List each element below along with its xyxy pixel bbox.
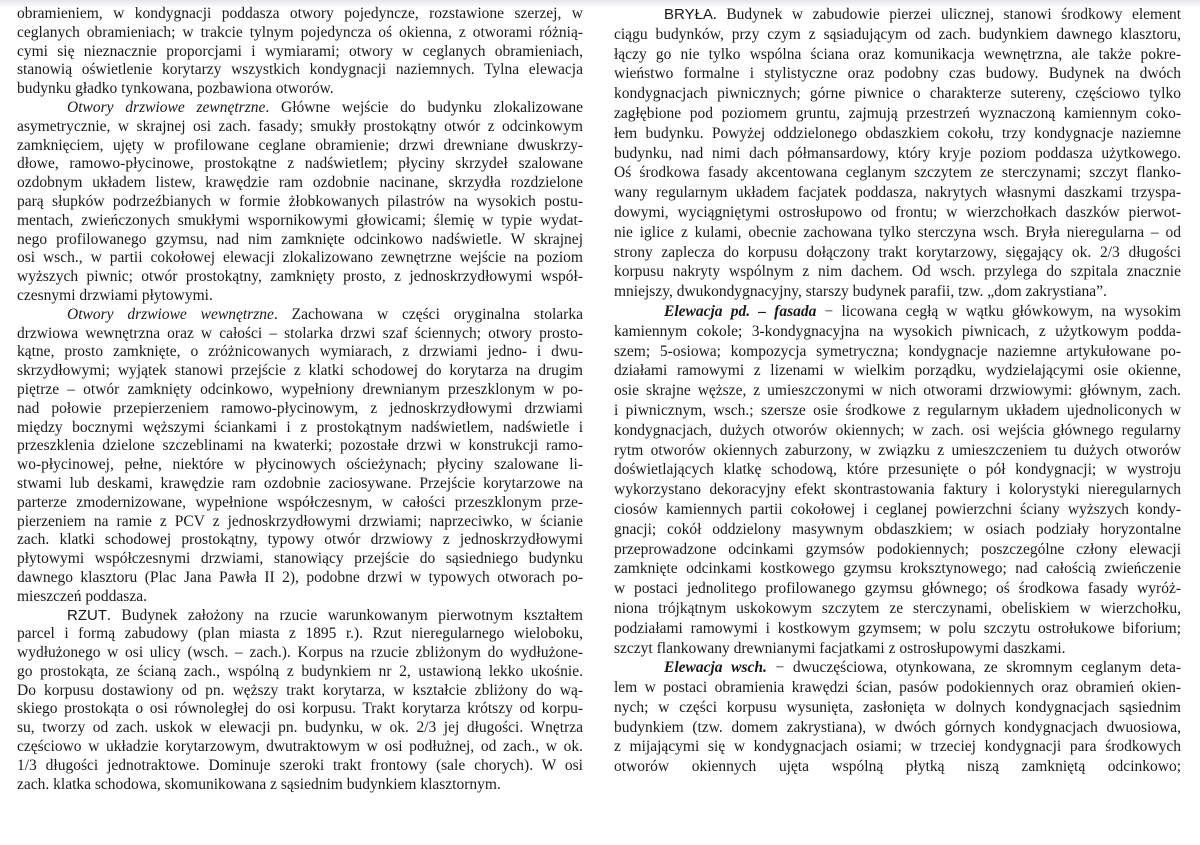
text-line: łem budynku. Powyżej oddzielonego obdaszkiem cokołu, trzy kondygnacje naziemne bbox=[614, 124, 1181, 142]
text-line: ciosów kamiennych partii cokołowej i ceglanej powierzchni ściany wyższych kondy- bbox=[614, 500, 1181, 518]
text-line: szczyt flankowany drewnianymi facjatkami z ostrosłupowymi daszkami. bbox=[614, 639, 1066, 657]
section-lead-heading: Otwory drzwiowe wewnętrzne bbox=[67, 305, 274, 323]
line-text: − dwuczęściowa, otynkowana, ze skromnym ceglanym deta- bbox=[766, 659, 1182, 677]
section-lead-heading: BRYŁA bbox=[664, 6, 713, 23]
text-line: czesnymi drzwiami płytowymi. bbox=[17, 286, 213, 304]
text-line: pierzeniem na ramie z PCV z jednoskrzydłowymi drzwiami; naprzeciwko, w ścianie bbox=[17, 512, 583, 530]
text-line: otworów okiennych ujęta wspólną płytką niszą zamkniętą odcinkowo; bbox=[614, 758, 1181, 776]
text-line: kątne, prosto zamknięte, o zróżnicowanych wymiarach, z drzwiami jedno- i dwu- bbox=[17, 343, 583, 361]
text-line: wyższych piwnic; otwór prostokątny, zamknięty prosto, z jednoskrzydłowymi współ- bbox=[17, 268, 583, 286]
text-line: 1/3 długości jednotraktowe. Dominuje szeroki trakt frontowy (sale chorych). W osi bbox=[17, 756, 583, 774]
paragraph bbox=[17, 99, 583, 306]
text-line: budynkiem (tzw. domem zakrystiana), w dwóch górnych kondygnacjach dwuosiowa, bbox=[614, 718, 1181, 736]
text-line: stanowią oświetlenie korytarzy wszystkich kondygnacji naziemnych. Tylna elewacja bbox=[17, 61, 583, 79]
paragraph bbox=[614, 5, 1181, 302]
text-line bbox=[17, 5, 583, 24]
text-line: wo-płycinowej, pełne, niektóre w płycinowych ościeżynach; płyciny szalowane li- bbox=[17, 456, 583, 474]
text-line: w postaci jednolitego profilowanego gzymsu głównego; oś środkowa fasady wyróż- bbox=[614, 580, 1181, 598]
text-line: lem w postaci obramienia krawędzi ścian, pasów podokiennych oraz obramień okien- bbox=[614, 679, 1181, 697]
text-line bbox=[614, 658, 1181, 678]
text-line: budynku, nad nimi dach półmansardowy, który kryje poziom poddasza użytkowego. bbox=[614, 144, 1181, 162]
text-line: mentach, zwieńczonych smukłymi wspornikowymi głowicami; ślemię w typie wydat- bbox=[17, 211, 583, 229]
paragraph bbox=[614, 658, 1181, 777]
text-line: rytm otworów okiennych zaburzony, w związku z umieszczeniem tu dużych otworów bbox=[614, 441, 1181, 459]
text-line: podziałami ramowymi i kostkowym gzymsem; w polu szczytu ostrołukowe biforium; bbox=[614, 619, 1181, 637]
text-line: Do korpusu dostawiony od pn. węższy trakt korytarza, w kształcie zbliżony do wą- bbox=[17, 681, 583, 699]
text-line: ciągu budynków, przy czym z sąsiadującym od zach. budynkiem dawnego klasztoru, bbox=[614, 25, 1181, 43]
text-line: mieszczeń poddasza. bbox=[17, 587, 147, 605]
text-line: kondygnacjach piwnicznych; górne piwnice o charakterze sutereny, częściowo tylko bbox=[614, 85, 1181, 103]
text-line: zach. klatki schodowej prostokątny, typowy otwór drzwiowy z jednoskrzydłowymi bbox=[17, 531, 583, 549]
text-line: działami ramowymi z lizenami w wielkim porządku, wydzielającymi osie okienne, bbox=[614, 362, 1181, 380]
text-line: osie skrajne węższe, z umieszczonymi w nich otworami drzwiowymi: głównym, zach. bbox=[614, 382, 1181, 400]
text-line: mniejszy, dwukondygnacyjny, starszy budynek parafii, tzw. „dom zakrystiana”. bbox=[614, 283, 1107, 301]
text-line: dłowe, ramowo-płycinowe, prostokątne z nadświetlem; płyciny skrzydeł szalowane bbox=[17, 155, 583, 173]
text-line: stwami lub deskami, krawędzie ram ozdobnie zaciosywane. Przejście korytarzowe na bbox=[17, 474, 583, 492]
text-line: z mijającymi się w kondygnacjach osiami; w trzeciej kondygnacji para środkowych bbox=[614, 738, 1181, 756]
text-line: między bocznymi węższymi ściankami i z prostokątnym nadświetlem, nadświetle i bbox=[17, 418, 583, 436]
text-line: kamiennym cokole; 3-kondygnacyjna na wysokich piwnicach, z użytkowym podda- bbox=[614, 322, 1181, 340]
paragraph bbox=[17, 306, 583, 607]
line-text: . Główne wejście do budynku zlokalizowane bbox=[265, 98, 584, 116]
text-line: niona trójkątnym uskokowym szczytem ze sterczynami, obeliskiem w wierzchołku, bbox=[614, 599, 1181, 617]
text-line bbox=[17, 306, 583, 325]
line-text: . Zachowana w części oryginalna stolarka bbox=[273, 305, 583, 323]
text-line: kondygnacjach, dużych otworów okiennych; w zach. osi wejścia głównego regularny bbox=[614, 421, 1181, 439]
text-line: nego profilowanego gzymsu, nad nim zamknięte odcinkowo nadświetle. W skrajnej bbox=[17, 230, 583, 248]
paragraph bbox=[17, 5, 583, 99]
text-line: nad połowie przepierzeniem ramowo-płycinowym, z jednoskrzydłowymi drzwiami bbox=[17, 399, 583, 417]
text-line: wydłużonego w osi ulicy (wsch. – zach.). Korpus na rzucie zbliżonym do wydłużone- bbox=[17, 644, 583, 662]
text-line: dawnego klasztoru (Plac Jana Pawła II 2), podobne drzwi w typowych otworach po- bbox=[17, 568, 583, 586]
text-line: go prostokąta, ze ścianą zach., wspólną z budynkiem nr 2, ustawioną lekko ukośnie. bbox=[17, 662, 583, 680]
paragraph bbox=[17, 607, 583, 795]
text-line: su, tworzy od zach. uskok w elewacji pn. budynku, w ok. 2/3 jej długości. Wnętrza bbox=[17, 719, 583, 737]
text-line: strony zaplecza do korpusu dołączony trakt korytarzowy, sięgający ok. 2/3 długości bbox=[614, 243, 1181, 261]
text-line bbox=[614, 302, 1181, 322]
text-line: dowymi, wyciągniętymi ostrosłupowo od frontu; w wierzchołkach daszków pierwot- bbox=[614, 203, 1181, 221]
section-lead-heading: Elewacja wsch. bbox=[664, 659, 767, 677]
text-line: wany regularnym układem facjatek poddasza, nakrytych własnymi daszkami trzyspa- bbox=[614, 184, 1181, 202]
text-line: skiego prostokąta o osi równoległej do osi korpusu. Trakt korytarza krótszy od korpu- bbox=[17, 700, 583, 718]
text-line: parcel i formą zabudowy (plan miasta z 1895 r.). Rzut nieregularnego wieloboku, bbox=[17, 625, 583, 643]
line-text: . Budynek założony na rzucie warunkowanym pierwotnym kształtem bbox=[107, 606, 583, 624]
text-line: ceglanych obramieniach; w trakcie tylnym pojedyncza oś okienna, z otworami różnią- bbox=[17, 23, 583, 41]
section-lead-heading: Otwory drzwiowe zewnętrzne bbox=[67, 98, 266, 116]
line-text: obramieniem, w kondygnacji poddasza otwory pojedyncze, rozstawione szerzej, w bbox=[17, 5, 583, 22]
text-line: piętrze – otwór zamknięty odcinkowo, wypełniony drewnianym przeszklonym w po- bbox=[17, 380, 583, 398]
text-line: częściowo w układzie korytarzowym, dwutraktowym w osi podłużnej, od zach., w ok. bbox=[17, 738, 583, 756]
line-text: − licowana cegłą w wątku główkowym, na wysokim bbox=[816, 302, 1181, 320]
text-line bbox=[614, 5, 1181, 25]
text-line: drzwiowa wewnętrzna oraz w całości – stolarka drzwi szaf ściennych; otwory prosto- bbox=[17, 324, 583, 342]
text-line: parą słupków podrzeźbianych w formie żłobkowanych pilastrów na wysokich postu- bbox=[17, 192, 583, 210]
text-line: doświetlających klatkę schodową, które przesunięte o pół kondygnacji; w wystroju bbox=[614, 461, 1181, 479]
text-line: nie iglice z kulami, obecnie zachowana tylko sterczyna wsch. Bryła nieregularna – od bbox=[614, 223, 1181, 241]
text-line: przeszklenia dzielone szczeblinami na kwaterki; pozostałe drzwi w konstrukcji ramo- bbox=[17, 437, 583, 455]
section-lead-heading: RZUT bbox=[67, 606, 107, 624]
text-line: zagłębione pod poziomem gruntu, zajmują przestrzeń wyznaczoną kamiennym coko- bbox=[614, 104, 1181, 122]
text-line bbox=[17, 99, 583, 118]
text-line: płytowymi współczesnymi drzwiami, stanowiący przejście do sąsiedniego budynku bbox=[17, 550, 583, 568]
text-line: przeprowadzone odcinkami gzymsów podokiennych; poszczególne człony elewacji bbox=[614, 540, 1181, 558]
text-line: nych; w części korpusu wysunięta, zasłonięta w dolnych kondygnacjach sąsiednim bbox=[614, 698, 1181, 716]
text-line: wieństwo formalne i stylistyczne oraz podobny czas budowy. Budynek na dwóch bbox=[614, 65, 1181, 83]
text-line: skrzydłowymi; wyjątek stanowi przejście z klatki schodowej do korytarza na drugim bbox=[17, 362, 583, 380]
text-line: cymi się nieznacznie proporcjami i wymiarami; otwory w ceglanych obramieniach, bbox=[17, 42, 583, 60]
text-column-left bbox=[17, 5, 583, 794]
text-line: szem; 5-osiowa; kompozycja symetryczna; kondygnacje naziemne artykułowane po- bbox=[614, 342, 1181, 360]
section-lead-heading: Elewacja pd. – fasada bbox=[664, 302, 817, 320]
paragraph bbox=[614, 302, 1181, 658]
text-line: osi wsch., w partii cokołowej elewacji zlokalizowano zewnętrzne wejście na poziom bbox=[17, 249, 583, 267]
text-line: i piwnicznym, wsch.; szersze osie środkowe z regularnym układem ujednoliconych w bbox=[614, 401, 1181, 419]
line-text: . Budynek w zabudowie pierzei ulicznej, stanowi środkowy element bbox=[712, 6, 1181, 23]
text-line: budynku gładko tynkowana, pozbawiona otworów. bbox=[17, 80, 334, 98]
text-line: łączy go nie tylko wspólna ściana oraz komunikacja wewnętrzna, ale także pokre- bbox=[614, 45, 1181, 63]
text-line: parterze zmodernizowane, wypełnione współczesnym, w całości przeszklonym prze- bbox=[17, 493, 583, 511]
text-line: ozdobnym układem listew, krawędzie ram ozdobnie nacinane, skrzydła rozdzielone bbox=[17, 174, 583, 192]
text-line: wykorzystano dekoracyjny efekt skontrastowania faktury i kolorystyki nieregularnych bbox=[614, 481, 1181, 499]
text-line: gnacji; cokół oddzielony masywnym obdaszkiem; w osiach podziały horyzontalne bbox=[614, 520, 1181, 538]
text-line: Oś środkowa fasady akcentowana ceglanym szczytem ze sterczynami; szczyt flanko- bbox=[614, 164, 1181, 182]
text-column-right bbox=[614, 5, 1181, 777]
text-line: zach. klatka schodowa, skomunikowana z sąsiednim budynkiem klasztornym. bbox=[17, 775, 501, 793]
text-line: zamknięte odcinkami kostkowego gzymsu kroksztynowego; nad całością zwieńczenie bbox=[614, 560, 1181, 578]
text-line bbox=[17, 607, 583, 626]
text-line: korpusu nakryty wspólnym z nim dachem. Od wsch. przylega do szpitala znacznie bbox=[614, 263, 1181, 281]
text-line: zamknięciem, ujęty w profilowane ceglane obramienie; drzwi drewniane dwuskrzy- bbox=[17, 136, 583, 154]
text-line: asymetrycznie, w skrajnej osi zach. fasady; smukły prostokątny otwór z odcinkowym bbox=[17, 117, 583, 135]
